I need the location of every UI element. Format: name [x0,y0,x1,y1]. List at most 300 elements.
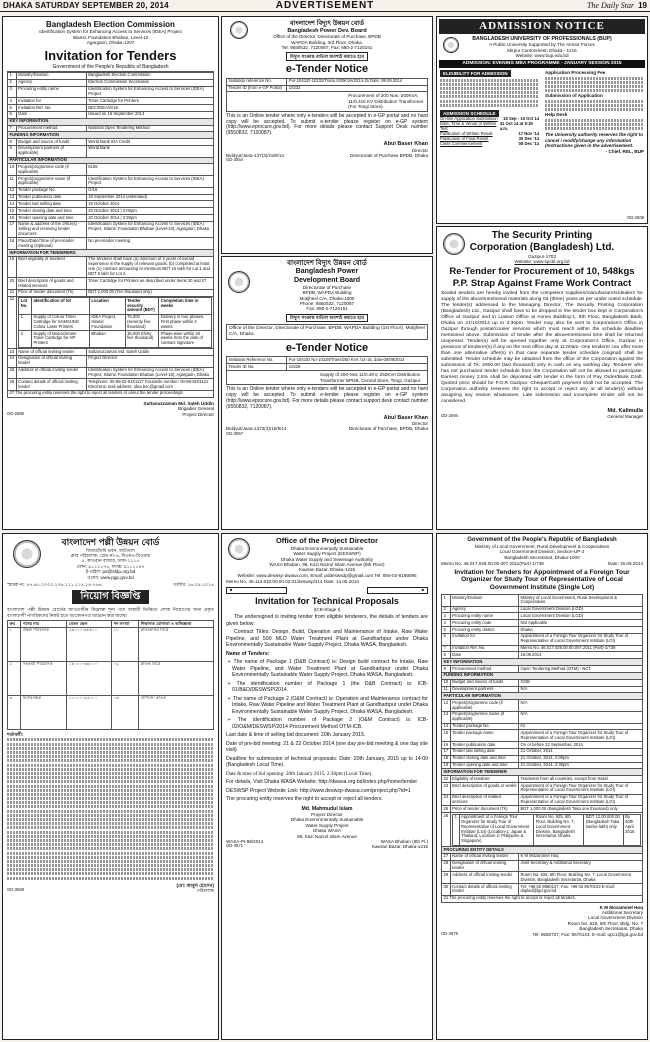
bpdb-logo-2-icon [228,271,250,293]
table-cell: Identification of lot [31,298,89,314]
text-line [7,785,214,788]
text-line [7,780,214,783]
table-row [442,794,643,806]
table-cell: Delivery in four phases. First phase within 4 weeks [159,314,211,330]
ad2-body: This is an Online tender where only e-tenders will be accepted in e-GP portal and no hard copy will be accepted. To submit e-tender please register on e-GP system (http://www.eprocure.gov.bd). For more details please contact Support Desk number (9550832, 7120087). [226,112,428,137]
table-cell: ০১ [111,627,138,661]
ad2-bn-head: বাংলাদেশ বিদ্যুৎ উন্নয়ন বোর্ড [290,20,364,27]
ad5-body: This is an Online tender where only e-tenders will be accepted in e-GP portal and no hard copy will be accepted. To submit e-tender please register on e-GP system (http://www.eprocure.gov.bd). For more details please contact support desk contact number (9550832, 7120087). [226,385,428,410]
table-row [8,256,214,277]
table-row [227,85,428,92]
bpdb-logo-icon [230,21,248,39]
ad5-d3: Motijheel C/A, Dhaka-1000 [299,295,355,301]
ad4-title2: P.P. Strap Against Frame Work Contract [452,277,632,289]
schedule-item [440,142,539,147]
ad6-l4: ফোন: ৯১১১১৭৫, ফ্যাক্স: ৯১১১১৪৭ [76,563,145,569]
schedule-value: 31 Oct 14 at 9:30 a.m. [499,121,533,132]
ad5-scope: Supply of 200-Nos 11/0.4KV, 250KVA Distribution Transformer BPDB, Central Store, Tongi, Gazipur. [226,371,428,385]
ad1-signer-org: Brigadier General [177,406,214,412]
ad5-slogan: বিদ্যুৎ সংক্রান্ত বাতিল অবশ্যই কমাতে হবে [286,314,368,322]
ad4-signer-title: General Manager [607,414,643,419]
table-row [19,314,211,330]
table-row [453,814,640,845]
table-cell: National Open Tendering Method [86,125,213,132]
table-row [8,125,214,132]
table-cell: No pre-tender meeting [86,238,213,250]
table-cell: Tender publication date [16,194,86,201]
dwasa-logo-icon [228,538,250,560]
table-cell: 18 [8,238,17,250]
ad-security-printing [436,226,648,530]
text-line [7,831,214,834]
table-cell: 24 [442,794,451,806]
table-cell: Appointment of a Foreign Tour Organizer for Study Tour of Representative of Local Government Institute (LGI) (Location-1: Japan & Thailand, Location-2: Philippine & Singapore) [459,814,534,845]
table-cell: Joint Secretary & Additional Secretary [519,860,643,872]
table-cell: Tender closing date and time [16,208,86,215]
table-cell: Agency [450,606,518,613]
table-row [8,105,214,112]
schedule-value: 17 Nov '14 [518,131,539,137]
ad8-title3: Government Institute (Single Lot) [489,584,595,592]
ad6-table [7,620,214,730]
ad4-web: Website: www.spcbl.org.bd [514,259,570,264]
ad7-last: Last date & time of selling bid document: 20th January 2015. [226,732,366,739]
ad3-uni-sub: A Public University Supported by The Armed Forces [489,42,595,48]
table-cell: Tender opening date and time [16,215,86,222]
table-cell: Completion time in weeks [159,298,211,314]
table-cell: Appointment of a Foreign Tour Organizer for Study Tour of Representative of Local Government Institute (LGI) [519,730,643,742]
ad5-signer: Abul Baser Khan [383,414,428,421]
ad4-addr: Gazipur-1703 [528,253,556,259]
ad5-ref: Biddyut/Jana-1472(3)/15/9/14 [226,426,287,432]
table-cell: Supply of Monochrome Toner Cartridge for HP Printers [31,331,89,347]
table-cell: Bangladesh Election Commission [86,72,213,79]
section-title: ADVERTISEMENT [275,0,375,11]
table-row [442,627,643,634]
table-cell: 17 [443,748,449,754]
table-cell: 13 [442,711,451,723]
table-row [8,296,214,348]
table-row [442,633,643,645]
table-cell: 5 [8,105,17,112]
table-row [442,711,643,723]
ad4-org2: Corporation (Bangladesh) Ltd. [469,241,615,253]
table-cell: Local Government Division (LGD) [519,613,643,620]
bullet-item: ➢ The name of Package 2 (O&M Contract) is: Operation and Maintenance contract for Intake, Raw Water Pipeline and Water Treatment Plant at Gandharbpur under Dhaka Environmentally Sustainable Water Supply Project, Dhaka WASA, Bangladesh. [227,695,428,715]
bup-logo-icon [443,37,459,53]
table-cell: Tender opening date and time [450,762,518,769]
table-cell: Bhaban [89,331,125,347]
ad8-sub1: Ministry of Local Government, Rural Development & Cooperatives [474,544,610,550]
ad8-sub3: Bangladesh Secretariat, Dhaka-1000 [504,554,580,560]
table-cell: The tenderer shall have (a) minimum of 5 years of overall experience in the supply of relevant goods; (b) completed at least one (1) contract amounting to minimum BDT 15 lakh for Lot 1 and BDT 8 lakh for Lot 2. [86,256,213,277]
table-row [8,194,214,201]
ad1-signer: Sultanuzzaman Md. Saleh Uddin [143,400,214,406]
table-cell: ৩ [8,695,21,729]
spcbl-logo-icon [443,233,465,255]
table-cell: Identification System for Enhancing Access to Services (IDEA) Project, Islamic Foundation Bhaban (Level-10), Agargaon, Dhaka [86,221,213,237]
table-cell [450,813,642,847]
table-row [8,72,214,79]
table-cell: 27 [443,853,449,859]
ad7-memo: Memo No. 46.113.610.00.00.02.01/deswsp/314 Date: 14.09.2014 [226,579,359,585]
table-cell: স্নাতকোত্তর ডিগ্রি [139,627,214,661]
table-cell: FUNDING INFORMATION [8,132,214,139]
table-cell: প্রকল্প পরিচালক [21,627,67,661]
table-cell: Location [89,298,125,314]
table-cell: হিসাবরক্ষক [21,695,67,729]
table-cell: Appointment of a Foreign Tour Organizer for Study Tour of Representative of Local Government Institute (LGI) [519,783,643,795]
ad2-scope: Procurement of 200 Nos.-200KVA, 11/0.415 KV Distribution Transformer (For Tongi Store). [226,92,428,111]
table-cell: 75,000 (seventy five thousand) [125,314,159,330]
table-cell: ০২ [111,661,138,695]
ad1-gd: GD-2685 [7,410,24,416]
table-cell: FUNDING INFORMATION [442,672,643,679]
table-section-row [442,659,643,666]
table-cell: 12 [9,187,15,193]
table-cell: Development partners [450,686,518,693]
dateline: DHAKA SATURDAY SEPTEMBER 20, 2014 [3,1,169,10]
table-row [8,621,214,628]
ad6-l2: ক্লাব পরিচালক, গ্রেড নং-৬, বিএমএ-টাওয়ার [70,553,151,559]
text-line [7,797,214,800]
table-row [442,776,643,783]
table-section-row [442,693,643,700]
ad7-bullets [226,659,428,730]
table-row [8,661,214,695]
ad8-gd: GD-3576 [441,930,458,936]
table-row [442,748,643,755]
table-row [442,613,643,620]
table-cell: Phase-wise within 40 weeks from the date of contract signature [159,331,211,347]
table-cell: Supply of Colour Toner Cartridge for SAMSUNG Colour Laser Printers [31,314,89,330]
table-cell: 2 [19,331,32,347]
table-row [8,164,214,176]
table-cell: Toner Cartridge for Printers as described under items 20 and 27 [86,278,213,290]
ad-election-commission [2,16,219,530]
table-cell: 3 [8,86,17,98]
text-line [7,751,214,754]
ad8-memo: Memo No. 46.017.028.00.00.007.2011(Part)-1/738 [441,561,544,567]
table-cell: Price of tender document (Tk) [450,806,518,813]
ad5-d1: Directorate of Purchase [302,284,352,290]
ad6-l3: ৫, কাওরান বাজার, ঢাকা-১২১৫ [81,558,140,564]
text-line [7,738,214,741]
ad6-title: নিয়োগ বিজ্ঞপ্তি [72,590,148,604]
table-cell: 20 October 2014 | 2:30pm [86,215,213,222]
table-cell: 10 [443,679,449,685]
ad3-schedule [440,117,539,147]
table-row [442,730,643,742]
table-cell: Agency [16,79,86,86]
table-cell: Tender security amount (BDT) [125,298,159,314]
table-cell: 26 [8,379,17,391]
ad2-org: Bangladesh Power Dev. Board [287,27,367,34]
table-row [442,700,643,712]
table-cell: N/A [519,700,643,712]
table-cell: Name & address of the office(s) - Selling and receiving tender document [16,221,86,237]
table-cell: Procuring entity name [450,613,518,620]
ad2-dir: Directorate of Purchase BPDB, Dhaka [350,153,428,159]
table-cell: Tender package No. [16,187,86,194]
table-row [442,723,643,730]
ad5-org2: Development Board [293,276,361,284]
table-cell: Open Tendering Method (OTM) - NCT [519,666,643,673]
table-row [8,215,214,222]
table-row [442,645,643,652]
table-cell: IDEA Project, Islamic Foundation [89,314,125,330]
table-row [442,679,643,686]
table-cell: Tel: +88 02 9550137, Fax: +88 02 9570143 E-mail: dsplad@lgd.gov.bd [519,884,643,896]
table-cell: Price of tender document (Tk) [16,289,86,296]
ad6-cond-head: শর্তাবলী: [7,731,24,737]
ad6-l6: ওয়েব: www.pgp.gov.bd [87,574,134,580]
table-cell: Appointment of a Foreign Tour Organizer for Study Tour of Representative of Local Government Institute (LGI) [519,794,643,806]
table-row [8,289,214,296]
ad7-gd: GD-3571 [226,843,243,849]
text-line [7,864,214,867]
table-cell: 4 [442,620,451,627]
table-cell: 17 [8,221,17,237]
table-cell: 25 [443,805,449,811]
table-cell: ২৬০০০-৩৮৫০০ [67,627,112,661]
table-cell: ০৩ [111,695,138,729]
table-row [8,221,214,237]
masthead [0,0,650,12]
table-cell: Contact details of official inviting tender [450,884,518,896]
table-section-row [8,118,214,125]
table-cell: 6 [8,111,17,118]
table-cell: GOB [519,679,643,686]
ad8-date: Date: 15.09.2014 [607,561,643,567]
ad8-table [441,594,643,903]
table-cell: Toner Cartridge for Printers [86,98,213,105]
table-cell: 15 [9,207,15,213]
text-line [7,843,214,846]
table-cell: Memo No. 46.017.028.00.00.007.2011 (Part)-1/738 [519,645,643,652]
text-line [7,814,214,817]
table-cell: Ministry/Division [16,72,86,79]
text-line [7,835,214,838]
ad-dwasa-proposals [221,533,433,1040]
bullet-item: ➢ The identification number of Package 2 (O&M Contract) is: ICB-02/O&M/DESWSP/2014 Procurement Method OTM-ICB. [227,717,428,730]
table-cell: Procurement method [16,125,86,132]
ad7-names-head: Name of Tenders: [226,650,270,657]
table-cell: K M Mozammel Hoq [519,853,643,860]
table-cell: Contact details of official inviting tender [16,379,86,391]
table-cell: Room No. 625, 6th Floor, Building No. 7, Local Government Division, Bangladesh Secretariat, Dhaka [534,814,584,845]
ad2-title: e-Tender Notice [285,62,369,75]
table-cell: 25 [8,367,17,379]
table-cell: 11 [8,176,17,188]
ad2-signer-title: Director [411,147,428,153]
table-cell: Pur-1041/D-10232/Trans./200KVA/2014-15 Date: 08.09.2014 [287,78,428,85]
table-row [442,686,643,693]
ad5-dir: Directorate of Purchase, BPDB, Dhaka [348,426,428,432]
table-row [8,86,214,98]
text-line [7,801,214,804]
table-row [19,331,211,347]
table-cell: Date [450,652,518,659]
table-cell: G/16 [86,187,213,194]
table-cell: 18 [443,755,449,761]
lot-table [452,814,640,846]
table-row [442,783,643,795]
table-cell: Procuring entity code [450,620,518,627]
ad3-web: Website: www.bup.edu.bd [515,52,569,58]
text-line [7,764,214,767]
table-cell: Brief description of related services [450,794,518,806]
ad7-s5: 98, Kazi Nazrul Islam Avenue [297,833,357,839]
ad8-s1: Additional Secretary [601,909,643,915]
table-cell: BDT 1,000.00 (Bangladesh Taka one thousand) only [519,806,643,813]
ad7-details2: DESWSP Project Website Link: http://www.deswsp-dwasa.com/project.php?id=1 [226,787,411,794]
text-line [7,852,214,855]
ad6-date: তারিখ: ১৬.০৯.২০১৪ [173,582,214,588]
ad2-table [226,78,428,93]
table-row [442,742,643,749]
table-cell: পদের নাম [21,621,67,628]
table-cell: Local Government Division (LGD) [519,606,643,613]
table-cell: 29 [442,872,451,884]
table-cell: Brief eligibility of tenderer [16,256,86,277]
table-row [442,666,643,673]
table-cell: Appointment of a Foreign Tour Organizer for Study Tour of Representative of Local Government Institute (LGI) [519,633,643,645]
table-cell: Tender ID No. [227,364,287,371]
table-cell: 20 October 2014 | 2:00pm [86,208,213,215]
ad2-addr: WAPDA Building, 3rd Floor, Dhaka. [291,39,363,45]
table-cell: By 30th April 2015 [623,814,640,845]
table-row [8,111,214,118]
table-cell: Name of official inviting tender [16,349,86,356]
ad7-sub4: WASA Bhaban, 98, Kazi Nazrul Islam Avenue (8th Floor) [269,562,385,568]
ad7-sub1: Dhaka Environmentally Sustainable [290,545,364,551]
ad3-uni: BANGLADESH UNIVERSITY OF PROFESSIONALS (BUP) [472,35,612,42]
ad-bpdb-etender-1 [221,16,433,254]
table-cell: 18 September 2014 (estimated) [86,194,213,201]
ad7-s3: Water Supply Project [305,822,349,828]
table-cell: KEY INFORMATION [442,659,643,666]
table-cell: 10232 [287,85,428,92]
table-cell: Tender last selling date [16,201,86,208]
table-cell: Address of official inviting tender [16,367,86,379]
schedule-value: 30 Dec '14 [518,136,539,142]
text-line [7,805,214,808]
table-row [8,349,214,356]
table-cell: 19 October 2014 [86,201,213,208]
table-cell: 15 [442,730,451,742]
table-cell: 9 [8,145,17,157]
ad1-sub3: Agargaon, Dhaka-1207 [86,40,135,46]
table-cell: Invitation reference No. [227,78,287,85]
ad-bup-admission [436,16,648,224]
table-row [19,298,211,314]
ad7-intro: The undersigned is inviting tender from eligible tenderers, the details of tenders are given below: [226,614,428,627]
ad2-office: Office of the Director, Directorate of Purchase, BPDB [273,34,381,40]
ad3-gd: GD-2606 [627,215,644,221]
table-section-row [442,769,643,776]
table-cell: Procuring entity name [16,86,86,98]
table-cell: 14 [443,723,449,729]
text-line [7,826,214,829]
table-cell: 31 The procuring entity reserves the right to accept or reject all tenders. [442,895,643,902]
table-cell: Project/programme name (if applicable) [16,176,86,188]
text-line [7,856,214,859]
ad3-program: ADMISSION: EVENING MBA PROGRAMME - JANUARY SESSION 2015 [439,60,645,68]
brdb-logo-icon [13,540,41,568]
table-cell: Not Applicable [519,620,643,627]
ad8-sub2: Local Government Division, Section-UP-2 [499,549,585,555]
table-cell: Ministry of Local Government, Rural Development & Cooperatives [519,595,643,607]
table-cell: 9 [442,666,451,673]
table-row [442,762,643,769]
table-row [8,238,214,250]
text-line [7,877,214,880]
table-cell: 21 [9,289,15,295]
table-cell: Designation of official inviting tender [16,355,86,367]
table-cell: 10 [8,164,17,176]
bullet-item: ➢ The identification number of Package 1 (the D&B Contract) is: ICB-01/B&D/DESWSP/2014. [227,680,428,694]
table-cell: PROCURING ENTITY DETAILS [442,847,643,854]
table-cell: 19 [8,256,17,277]
ad1-sub1: Identification System for Enhancing Access to Services (IDEA) Project [39,29,182,35]
ad7-sub6: Website: www.deswsp-dwasa.com, Email: pddeswsdp@gmail.com Tel: 880-02-8189095 [237,572,417,578]
ad3-signer: - Chief, REL, BUP [605,148,644,154]
table-cell: 2 [8,79,17,86]
ad2-slogan: বিদ্যুৎ সংক্রান্ত বাতিল অবশ্যই কমাতে হবে [286,52,368,60]
table-cell: Development partners (if applicable) [16,145,86,157]
ad7-signer-title: Project Director [311,812,343,818]
table-cell: Tender closing date and time [450,755,518,762]
table-cell: On or before 22 September, 2014 [519,742,643,749]
ad7-contract: Contract Titles: Design, Build, Operation and Maintenance of Intake, Raw Water Pipeline, and 500 MLD Water Treatment Plant at Gandharbpur under Dhaka Environmentally Sustainable Water Supply Project, Dhaka WASA, Bangladesh. [226,629,428,649]
table-cell: Brief description of goods and related services [16,278,86,290]
schedule-label: On-line Application Submission [440,116,498,122]
text-line [7,839,214,842]
table-cell: Invitation for [450,633,518,645]
ad3-sched-head: ADMISSION SCHEDULE [440,110,499,117]
ad1-sub2: Islamic Foundation Bhaban, Level-10 [72,34,149,40]
table-cell: ১ [8,627,21,661]
table-row [227,357,428,364]
table-cell: Tender package No. [450,723,518,730]
table-cell: ক্রম [8,621,21,628]
table-cell: Telephone: 00-88-02-8101117 Facsimile number: 00-88-8101121 Electronic mail address: idea.bec@gmail.com [86,379,213,391]
text-line [7,872,214,875]
table-cell: 2 [442,606,451,613]
ad7-subtitle: (ICB-Stage I) [313,607,341,613]
ad7-deadline: Deadline for submission of technical proposals: Date: 20th January, 2015 up to 14:00 (Bangladesh Local Time). [226,755,428,769]
text-line [7,810,214,813]
ad6-signer: (মো: আবুল হোসেন) [176,882,214,888]
table-cell: Identification System for Enhancing Access to Services (IDEA) Project, Islamic Foundation Bhaban (Level-10), Agargaon, Dhaka [86,367,213,379]
table-cell: 5 [442,627,451,634]
table-row [442,806,643,813]
ad7-s4: Dhaka WASA [313,828,341,834]
schedule-label: Date, Time & Venue of Written Test [440,121,497,132]
table-cell: 20 [8,278,17,290]
table-cell: Invitation for [16,98,86,105]
table-row [442,872,643,884]
table-cell: 22 [8,296,17,348]
table-cell: Brief description of goods or works [450,783,518,795]
table-cell: 30 [442,884,451,896]
table-cell: N/A [519,686,643,693]
ad8-title1: Invitation for Tenders for Appointment of a Foreign Tour [454,568,630,576]
table-row [8,79,214,86]
table-row [8,390,214,397]
table-row [442,755,643,762]
